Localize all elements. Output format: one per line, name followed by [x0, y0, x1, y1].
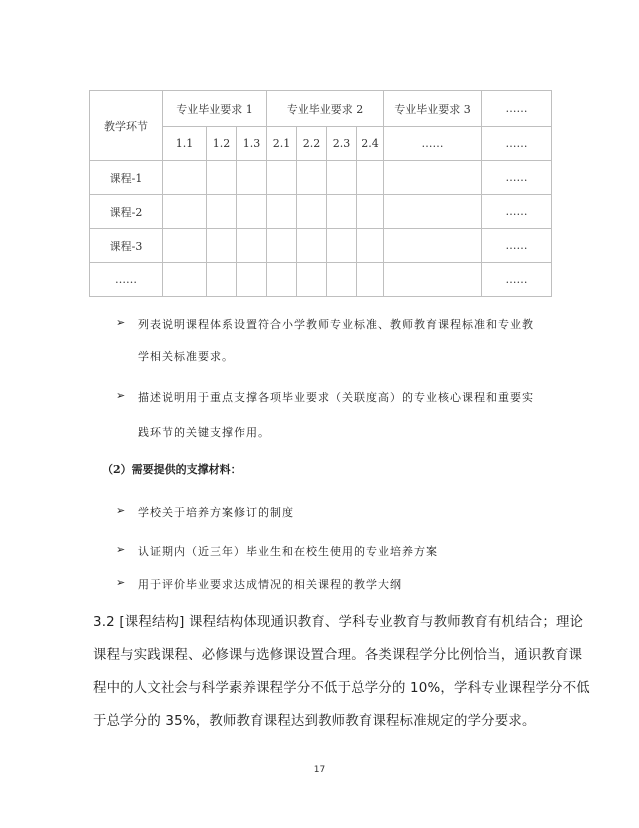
- table-row: [90, 195, 552, 229]
- arrow-bullet-icon: ➢: [116, 504, 127, 517]
- row-label: ……: [90, 263, 163, 297]
- requirements-matrix-table: [89, 90, 552, 297]
- arrow-bullet-icon: ➢: [116, 543, 127, 556]
- row-label: 课程-3: [90, 229, 163, 263]
- bullet-text: 用于评价毕业要求达成情况的相关课程的教学大纲: [138, 578, 402, 591]
- group-header: 专业毕业要求 1: [163, 91, 267, 127]
- row-last-cell: ……: [482, 229, 552, 263]
- row-label: 课程-1: [90, 161, 163, 195]
- paragraph-line: 于总学分的 35%，教师教育课程达到教师教育课程标准规定的学分要求。: [93, 714, 536, 729]
- group-header: ……: [482, 91, 552, 127]
- row-last-cell: ……: [482, 195, 552, 229]
- sub-header: 2.3: [327, 127, 357, 161]
- page-number: 17: [313, 765, 326, 775]
- bullet-text: 认证期内（近三年）毕业生和在校生使用的专业培养方案: [138, 545, 438, 558]
- row-last-cell: ……: [482, 161, 552, 195]
- bullet-text-line: 践环节的关键支撑作用。: [138, 426, 270, 439]
- table-row: [90, 229, 552, 263]
- arrow-bullet-icon: ➢: [116, 316, 127, 329]
- arrow-bullet-icon: ➢: [116, 576, 127, 589]
- sub-header: ……: [482, 127, 552, 161]
- sub-header: 1.2: [207, 127, 237, 161]
- table-row: [90, 263, 552, 297]
- sub-header: 1.3: [237, 127, 267, 161]
- paragraph-line: 3.2 [课程结构] 课程结构体现通识教育、学科专业教育与教师教育有机结合；理论: [93, 615, 584, 630]
- group-header: 专业毕业要求 2: [267, 91, 384, 127]
- sub-header: 2.4: [357, 127, 384, 161]
- sub-header: 1.1: [163, 127, 207, 161]
- bullet-text-line: 列表说明课程体系设置符合小学教师专业标准、教师教育课程标准和专业教: [138, 318, 534, 331]
- paragraph-line: 课程与实践课程、必修课与选修课设置合理。各类课程学分比例恰当，通识教育课: [93, 648, 583, 663]
- sub-header: 2.1: [267, 127, 297, 161]
- section-subheading: （2）需要提供的支撑材料：: [102, 463, 242, 476]
- sub-header: 2.2: [297, 127, 327, 161]
- bullet-text-line: 学相关标准要求。: [138, 350, 234, 363]
- bullet-text: 学校关于培养方案修订的制度: [138, 506, 294, 519]
- sub-header: ……: [384, 127, 482, 161]
- group-header: 专业毕业要求 3: [384, 91, 482, 127]
- arrow-bullet-icon: ➢: [116, 389, 127, 402]
- paragraph-line: 程中的人文社会与科学素养课程学分不低于总学分的 10%，学科专业课程学分不低: [93, 681, 590, 696]
- bullet-text-line: 描述说明用于重点支撑各项毕业要求（关联度高）的专业核心课程和重要实: [138, 391, 534, 404]
- corner-header: 教学环节: [90, 91, 163, 161]
- row-label: 课程-2: [90, 195, 163, 229]
- table-row: [90, 161, 552, 195]
- row-last-cell: ……: [482, 263, 552, 297]
